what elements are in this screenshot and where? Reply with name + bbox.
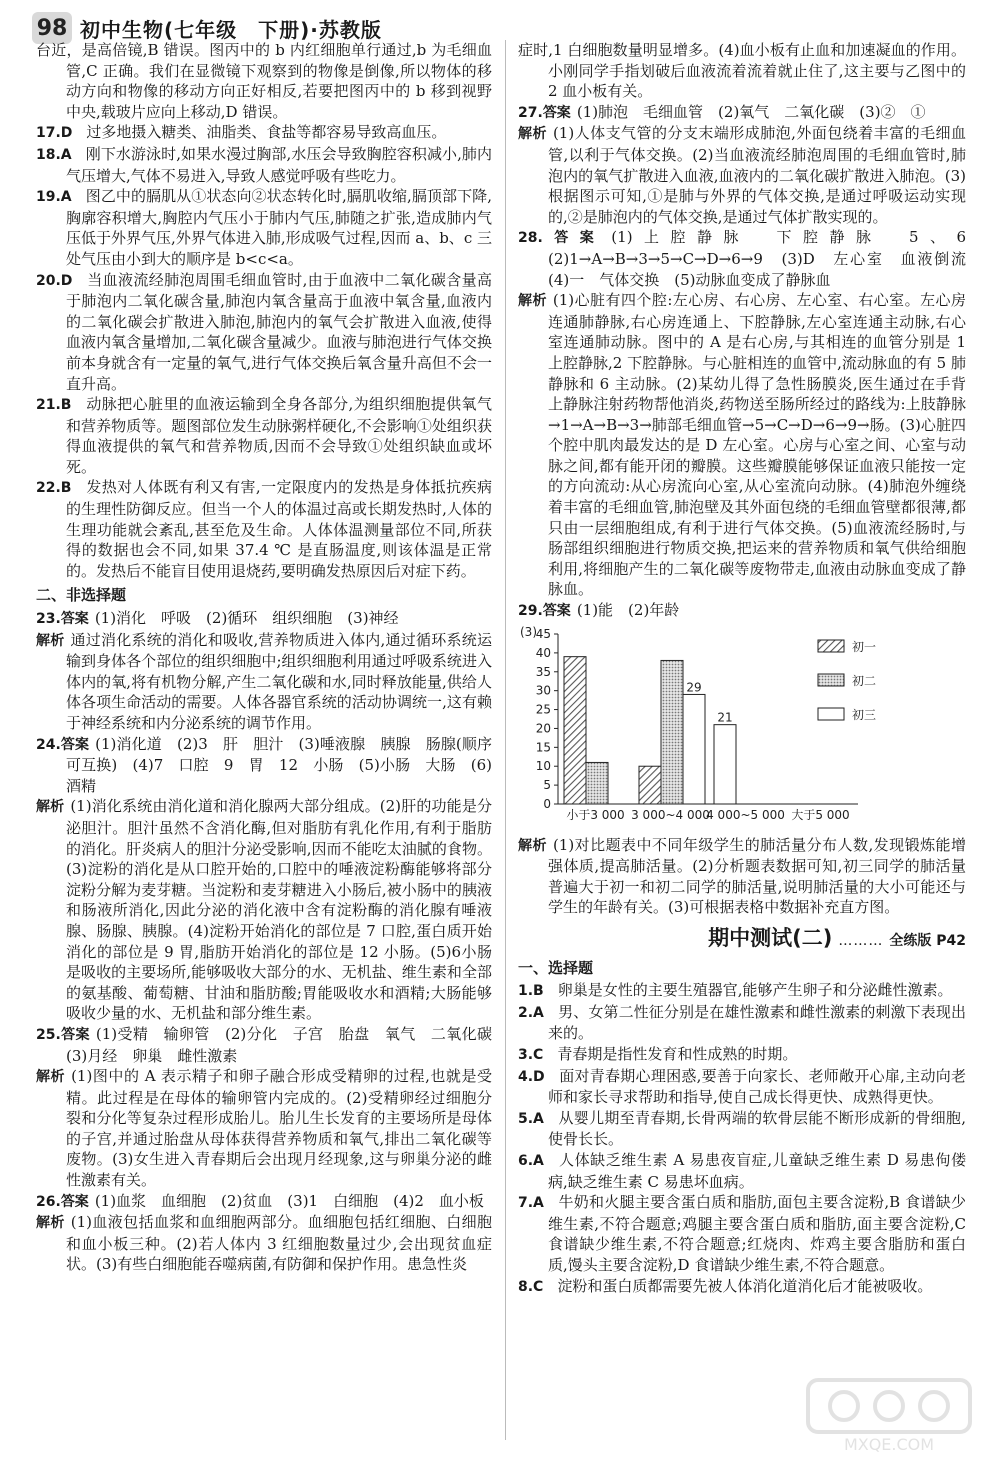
midterm-title: 期中测试(二) (708, 926, 833, 950)
bar-初三 (683, 694, 705, 804)
question-number: 8.C (518, 1278, 558, 1295)
analysis-text: (1)图中的 A 表示精子和卵子融合形成受精卵的过程,也就是受精。此过程是在母体的输卵管内完成的。(2)受精卵经过细胞分裂和分化等复杂过程形成胎儿。胎儿生长发育的主要场所是母体的子宫,并通过胎盘从母体获得营养物质和氧气,排出二氧化碳等废物。(3)女生进入青春期后会出现月经现象,这与卵巢分泌的雌性激素有关。 (66, 1067, 492, 1190)
analysis-item (36, 630, 492, 734)
analysis-text: (1)消化系统由消化道和消化腺两大部分组成。(2)肝的功能是分泌胆汁。胆汁虽然不含消化酶,但对脂肪有乳化作用,有利于脂肪的消化。肝炎病人的胆汁分泌受影响,因而不能吃太油腻的食物。(3)淀粉的消化是从口腔开始的,口腔中的唾液淀粉酶能够将部分淀粉分解为麦芽糖。当淀粉和麦芽糖进入小肠后,被小肠中的胰液和肠液所消化,因此分泌的消化液中含有淀粉酶的消化腺有唾液腺、肠腺、胰腺。(4)淀粉开始消化的部位是 7 口腔,蛋白质开始消化的部位是 9 胃,脂肪开始消化的部位是 12 小肠。(5)6小肠是吸收的主要场所,能够吸收大部分的水、无机盐、维生素和全部的氨基酸、葡萄糖、甘油和脂肪酸;胃能吸收水和酒精;大肠能够吸收少量的水、无机盐和部分维生素。 (66, 797, 493, 1023)
x-tick-label: 4 000~5 000 (706, 807, 785, 822)
answer-item (518, 102, 966, 124)
section-title: 一、选择题 (518, 958, 594, 977)
y-tick-label: 40 (535, 645, 551, 660)
y-tick-label: 30 (535, 683, 551, 698)
analysis-label: 解析 (36, 1215, 65, 1232)
choice-item (518, 1002, 966, 1044)
question-number: 20.D (36, 272, 88, 289)
item-text: 牛奶和火腿主要含蛋白质和脂肪,面包主要含淀粉,B 食谱缺少维生素,不符合题意;鸡腿主要含蛋白质和脂肪,面主要含淀粉,C 食谱缺少维生素,不符合题意;红烧肉、炸鸡主要含脂肪和蛋白质,馒头主要含淀粉,D 食谱缺少维生素,不符合题意。 (548, 1193, 966, 1274)
legend-label: 初一 (852, 639, 877, 654)
continued-text: 台近，是高倍镜,B 错误。图丙中的 b 内红细胞单行通过,b 为毛细血管,C 正确。我们在显微镜下观察到的物像是倒像,所以物体的移动方向和物像的移动方向正好相反,若要把图丙中的 b 移到视野中央,载玻片应向上移动,D 错误。 (36, 41, 492, 121)
analysis-text: (1)血液包括血浆和血细胞两部分。血细胞包括红细胞、白细胞和血小板三种。(2)若人体内 3 红细胞数量过少,会出现贫血症状。(3)有些白细胞能吞噬病菌,有防御和保护作用。患急性炎 (66, 1213, 492, 1274)
item-text: 淀粉和蛋白质都需要先被人体消化道消化后才能被吸收。 (557, 1276, 933, 1295)
y-tick-label: 0 (543, 796, 551, 811)
answer-text: (1)消化道 (2)3 肝 胆汁 (3)唾液腺 胰腺 肠腺(顺序可互换) (4)7 口腔 9 胃 12 小肠 (5)小肠 大肠 (6)酒精 (66, 734, 493, 795)
analysis-text: (1)对比题表中不同年级学生的肺活量分布人数,发现锻炼能增强体质,提高肺活量。(2)分析题表数据可知,初三同学的肺活量普遍大于初一和初二同学的肺活量,说明肺活量的大小可能还与学生的年龄有关。(3)可根据表格中数据补充直方图。 (548, 835, 966, 917)
midterm-header (518, 928, 966, 952)
bar-初一 (564, 656, 586, 803)
column-divider (505, 40, 506, 1440)
x-tick-label: 3 000~4 000 (631, 807, 710, 822)
analysis-label: 解析 (518, 837, 547, 854)
choice-item (36, 394, 492, 477)
answer-text: (1)受精 输卵管 (2)分化 子宫 胎盘 氧气 二氧化碳 (3)月经 卵巢 雌性激素 (66, 1024, 508, 1065)
question-number: 21.B (36, 397, 87, 414)
x-tick-label: 大于5 000 (791, 807, 850, 822)
answer-item (36, 608, 492, 630)
answer-item (518, 227, 982, 290)
page-number: 98 (32, 12, 72, 44)
continued-text: 症时,1 白细胞数量明显增多。(4)血小板有止血和加速凝血的作用。小刚同学手指划破后血液流着流着就止住了,这主要与乙图中的 2 血小板有关。 (518, 41, 966, 101)
item-text: 人体缺乏维生素 A 易患夜盲症,儿童缺乏维生素 D 易患佝偻病,缺乏维生素 C 易患坏血病。 (548, 1150, 966, 1191)
question-number: 5.A (518, 1110, 559, 1127)
choice-item (518, 980, 966, 1002)
question-number: 26. (36, 1193, 61, 1210)
bar-初三 (714, 724, 736, 803)
item-text: 卵巢是女性的主要生殖器官,能够产生卵子和分泌雌性激素。 (557, 981, 953, 1000)
analysis-text: (1)人体支气管的分支末端形成肺泡,外面包绕着丰富的毛细血管,以利于气体交换。(2)当血液流经肺泡周围的毛细血管时,肺泡内的氧气扩散进入血液,血液内的二氧化碳扩散进入肺泡。(3)根据图示可知,①是肺与外界的气体交换,是通过呼吸运动实现的,②是肺泡内的气体交换,是通过气体扩散实现的。 (548, 124, 966, 226)
item-text: 当血液流经肺泡周围毛细血管时,由于血液中二氧化碳含量高于肺泡内二氧化碳含量,肺泡内氧含量高于血液中氧含量,血液内的二氧化碳会扩散进入肺泡,肺泡内的氧气会扩散进入血液,使得血液内氧含量增加,二氧化碳含量减少。血液与肺泡进行气体交换前本身就含有一定量的氧气,进行气体交换后氧含量升高但不会一直升高。 (66, 270, 492, 393)
analysis-label: 解析 (518, 126, 547, 143)
question-number: 1.B (518, 983, 558, 1000)
item-text: 动脉把心脏里的血液运输到全身各部分,为组织细胞提供氧气和营养物质等。题图部位发生动脉粥样硬化,不会影响①处组织获得血液提供的氧气和营养物质,因而不会导致①处组织缺血或坏死。 (66, 395, 492, 476)
question-number: 23. (36, 611, 61, 628)
question-number: 2.A (518, 1004, 559, 1021)
question-number: 25. (36, 1026, 61, 1043)
answer-label: 答案 (60, 611, 89, 628)
item-text: 面对青春期心理困惑,要善于向家长、老师敞开心扉,主动向老师和家长寻求帮助和指导,使自己成长得更快、成熟得更快。 (548, 1066, 966, 1107)
data-label: 29 (686, 680, 702, 695)
answer-text: (1)能 (2)年龄 (576, 601, 680, 620)
choice-item (518, 1044, 966, 1066)
svg-text:MXQE.COM: MXQE.COM (843, 1435, 935, 1454)
item-text: 刚下水游泳时,如果水漫过胸部,水压会导致胸腔容积减小,肺内气压增大,气体不易进入,导致人感觉呼吸有些吃力。 (66, 144, 492, 185)
legend-label: 初二 (852, 673, 877, 688)
analysis-label: 解析 (518, 293, 547, 310)
right-column (518, 40, 982, 1297)
histogram-chart (518, 624, 966, 829)
midterm-ref: 全练版 P42 (889, 933, 966, 949)
choice-item (518, 1150, 966, 1192)
analysis-label: 解析 (36, 632, 65, 649)
question-number: 28. (518, 230, 543, 247)
analysis-label: 解析 (36, 799, 65, 816)
answer-label: 答案 (60, 1193, 89, 1210)
item-text: 发热对人体既有利又有害,一定限度内的发热是身体抵抗疾病的生理性防御反应。但当一个人的体温过高或长期发热时,人体的生理功能就会紊乱,甚至危及生命。人体体温测量部位不同,所获得的数据也会不同,如果 37.4 ℃ 是直肠温度,则该体温是正常的。发热后不能盲目使用退烧药,要明确发热原因后对症下药。 (66, 478, 492, 580)
analysis-label: 解析 (36, 1069, 66, 1086)
choice-item (518, 1108, 966, 1150)
chart-svg (518, 624, 966, 829)
answer-item (518, 600, 966, 622)
question-number: 29. (518, 603, 543, 620)
answer-label: 答案 (542, 603, 571, 620)
choice-item (518, 1066, 966, 1108)
choice-item (36, 270, 492, 395)
question-number: 4.D (518, 1068, 560, 1085)
y-tick-label: 10 (535, 758, 551, 773)
left-column (36, 40, 508, 1275)
analysis-item (36, 1066, 492, 1191)
question-number: 3.C (518, 1046, 558, 1063)
analysis-item (518, 835, 966, 918)
bar-初二 (661, 660, 683, 804)
question-number: 22.B (36, 480, 87, 497)
legend-swatch (818, 708, 844, 720)
book-title: 初中生物(七年级 下册)·苏教版 (80, 17, 382, 42)
y-tick-label: 5 (543, 777, 551, 792)
answer-label: 答案 (60, 736, 90, 753)
analysis-item (36, 796, 492, 1024)
midterm-dots: ……… (838, 933, 884, 949)
section-title: 二、非选择题 (36, 586, 127, 605)
bar-初一 (639, 766, 661, 804)
y-tick-label: 45 (535, 626, 551, 641)
item-text: 图乙中的膈肌从①状态向②状态转化时,膈肌收缩,膈顶部下降,胸廓容积增大,胸腔内气压小于肺内气压,肺随之扩张,造成肺内气压低于外界气压,外界气体进入肺,形成吸气过程,因而 a、b、c 三处气压由小到大的顺序是 b<c<a。 (66, 187, 492, 268)
y-tick-label: 20 (535, 721, 551, 736)
data-label: 21 (717, 710, 733, 725)
answer-label: 答案 (542, 230, 606, 247)
choice-item (36, 477, 492, 581)
answer-label: 答案 (542, 104, 571, 121)
answer-item (36, 1191, 492, 1213)
legend-swatch (818, 640, 844, 652)
chart-prefix: (3) (520, 624, 537, 639)
answer-text: (1)血浆 血细胞 (2)贫血 (3)1 白细胞 (4)2 血小板 (94, 1191, 484, 1210)
legend-swatch (818, 674, 844, 686)
item-text: 过多地摄入糖类、油脂类、食盐等都容易导致高血压。 (86, 123, 447, 142)
answer-text: (1)消化 呼吸 (2)循环 组织细胞 (3)神经 (94, 609, 399, 628)
question-number: 7.A (518, 1195, 559, 1212)
y-tick-label: 15 (535, 739, 551, 754)
answer-item (36, 1024, 508, 1066)
item-text: 青春期是指性发育和性成熟的时期。 (557, 1044, 798, 1063)
watermark-logo (804, 1372, 974, 1456)
choice-item (36, 186, 492, 269)
question-number: 24. (36, 736, 61, 753)
answer-item (36, 734, 492, 797)
analysis-item (518, 123, 966, 227)
question-number: 6.A (518, 1152, 560, 1169)
analysis-text: (1)心脏有四个腔:左心房、右心房、左心室、右心室。左心房连通肺静脉,右心房连通上、下腔静脉,左心室连通主动脉,右心室连通肺动脉。图中的 A 是右心房,与其相连的血管分别是 1 上腔静脉,2 下腔静脉。与心脏相连的血管中,流动脉血的有 5 肺静脉和 6 主动脉。(2)某幼儿得了急性肠膜炎,医生通过在手背上静脉注射药物帮他消炎,药物送至肠所经过的路线为:上肢静脉→1→A→B→3→肺部毛细血管→5→C→D→6→9→肠。(3)心脏四个腔中肌肉最发达的是 D 左心室。心房与心室之间、心室与动脉之间,都有能开闭的瓣膜。这些瓣膜能够保证血液只能按一定的方向流动:从心房流向心室,从心室流向动脉。(4)肺泡外缠绕着丰富的毛细血管,肺泡壁及其外面包绕的毛细血管壁都很薄,都只由一层细胞组成,有利于进行气体交换。(5)血液流经肠时,与肠部组织细胞进行物质交换,把运来的营养物质和氧气供给细胞利用,将细胞产生的二氧化碳等废物带走,血液由动脉血变成了静脉血。 (548, 291, 966, 599)
y-tick-label: 35 (535, 664, 551, 679)
analysis-item (518, 290, 966, 600)
legend-label: 初三 (852, 707, 877, 722)
x-tick-label: 小于3 000 (566, 807, 625, 822)
question-number: 18.A (36, 146, 86, 163)
y-tick-label: 25 (535, 702, 551, 717)
item-text: 从婴儿期至青春期,长骨两端的软骨层能不断形成新的骨细胞,使骨长长。 (548, 1108, 966, 1149)
choice-item (36, 122, 492, 144)
choice-item (518, 1276, 966, 1298)
question-number: 17.D (36, 125, 87, 142)
question-number: 19.A (36, 189, 86, 206)
choice-item (36, 144, 492, 186)
item-text: 男、女第二性征分别是在雄性激素和雌性激素的刺激下表现出来的。 (548, 1002, 966, 1043)
answer-label: 答案 (60, 1026, 90, 1043)
analysis-item (36, 1212, 492, 1275)
choice-item (518, 1192, 966, 1275)
question-number: 27. (518, 104, 543, 121)
answer-text: (1)肺泡 毛细血管 (2)氧气 二氧化碳 (3)② ① (576, 102, 926, 121)
bar-初二 (586, 762, 608, 804)
analysis-text: 通过消化系统的消化和吸收,营养物质进入体内,通过循环系统运输到身体各个部位的组织细胞中;组织细胞利用通过呼吸系统进入体内的氧,将有机物分解,产生二氧化碳和水,同时释放能量,供给人体各项生命活动的需要。人体各器官系统的活动协调统一,这有赖于神经系统和内分泌系统的调节作用。 (66, 630, 492, 732)
answer-text: (1)上腔静脉 下腔静脉 5、6 (2)1→A→B→3→5→C→D→6→9 (3)D 左心室 血液倒流 (4)一 气体交换 (5)动脉血变成了静脉血 (548, 228, 982, 289)
